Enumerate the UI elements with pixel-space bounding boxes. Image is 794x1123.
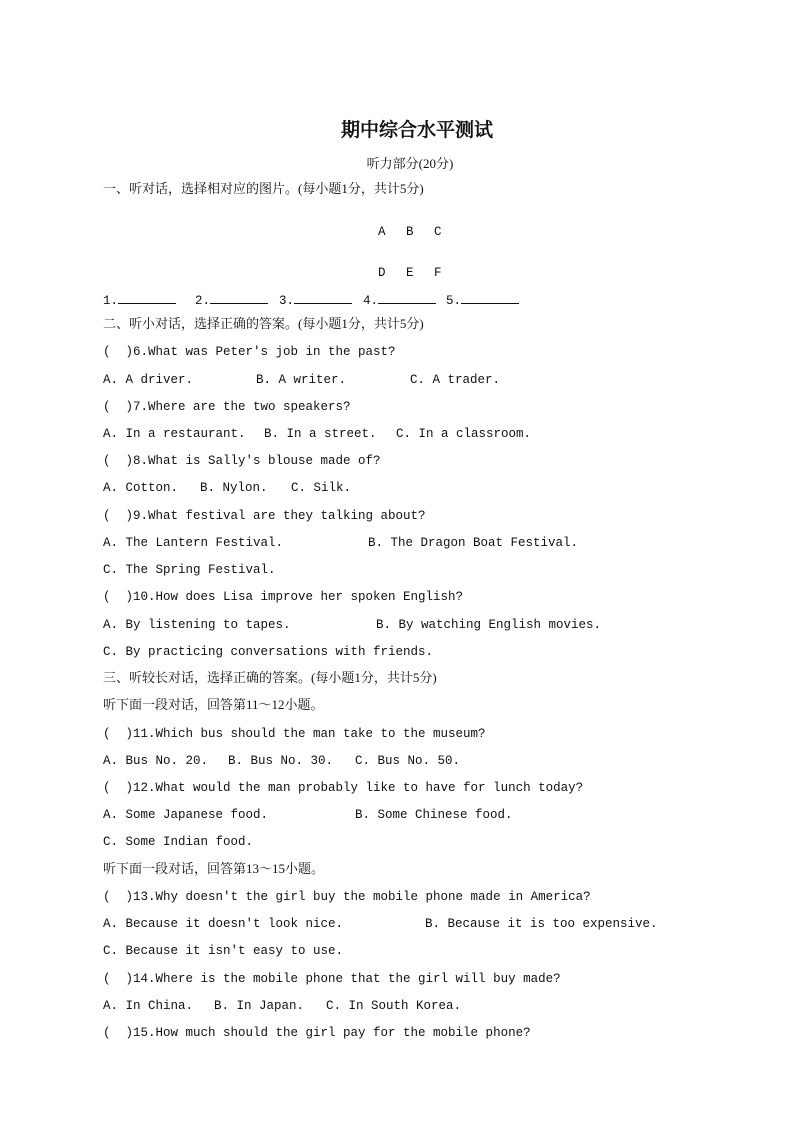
option-6c: C. A trader. <box>410 373 501 387</box>
option-9c: C. The Spring Festival. <box>103 563 276 577</box>
option-7c: C. In a classroom. <box>396 427 532 441</box>
option-12b: B. Some Chinese food. <box>355 808 513 822</box>
option-14c: C. In South Korea. <box>326 999 462 1013</box>
option-12a: A. Some Japanese food. <box>103 808 269 822</box>
option-14b: B. In Japan. <box>214 999 305 1013</box>
listening-subtitle: 听力部分(20分) <box>366 156 454 171</box>
question-14: ( )14.Where is the mobile phone that the girl will buy made? <box>103 972 561 986</box>
answer-blank-number: 4. <box>363 294 379 308</box>
option-12c: C. Some Indian food. <box>103 835 254 849</box>
option-8a: A. Cotton. <box>103 481 179 495</box>
question-15: ( )15.How much should the girl pay for the mobile phone? <box>103 1026 531 1040</box>
picture-label-a: A <box>378 225 386 239</box>
option-9a: A. The Lantern Festival. <box>103 536 284 550</box>
question-12: ( )12.What would the man probably like to have for lunch today? <box>103 781 584 795</box>
section-heading-2: 二、听小对话，选择正确的答案。(每小题1分，共计5分) <box>103 316 424 331</box>
question-7: ( )7.Where are the two speakers? <box>103 400 351 414</box>
answer-blank-1[interactable] <box>103 291 176 309</box>
answer-blank-3[interactable] <box>279 291 352 309</box>
page-title: 期中综合水平测试 <box>340 119 493 141</box>
question-10: ( )10.How does Lisa improve her spoken English? <box>103 590 464 604</box>
answer-underline <box>378 291 436 304</box>
dialogue-intro-1: 听下面一段对话，回答第11～12小题。 <box>103 697 324 712</box>
answer-blank-5[interactable] <box>446 291 519 309</box>
picture-label-e: E <box>406 266 414 280</box>
section-heading-1: 一、听对话，选择相对应的图片。(每小题1分，共计5分) <box>103 181 424 196</box>
question-9: ( )9.What festival are they talking about? <box>103 509 426 523</box>
answer-blank-number: 2. <box>195 294 211 308</box>
option-8b: B. Nylon. <box>200 481 268 495</box>
option-11b: B. Bus No. 30. <box>228 754 334 768</box>
option-9b: B. The Dragon Boat Festival. <box>368 536 579 550</box>
option-11c: C. Bus No. 50. <box>355 754 461 768</box>
answer-underline <box>118 291 176 304</box>
picture-label-d: D <box>378 266 386 280</box>
option-14a: A. In China. <box>103 999 194 1013</box>
question-13: ( )13.Why doesn't the girl buy the mobile phone made in America? <box>103 890 591 904</box>
option-10b: B. By watching English movies. <box>376 618 602 632</box>
option-6a: A. A driver. <box>103 373 194 387</box>
answer-blank-number: 1. <box>103 294 119 308</box>
answer-underline <box>294 291 352 304</box>
option-11a: A. Bus No. 20. <box>103 754 209 768</box>
question-8: ( )8.What is Sally's blouse made of? <box>103 454 381 468</box>
dialogue-intro-2: 听下面一段对话，回答第13～15小题。 <box>103 861 325 876</box>
picture-label-b: B <box>406 225 414 239</box>
option-10c: C. By practicing conversations with friends. <box>103 645 434 659</box>
answer-underline <box>210 291 268 304</box>
question-11: ( )11.Which bus should the man take to the museum? <box>103 727 486 741</box>
answer-underline <box>461 291 519 304</box>
answer-blank-4[interactable] <box>363 291 436 309</box>
answer-blank-number: 5. <box>446 294 462 308</box>
option-13a: A. Because it doesn't look nice. <box>103 917 344 931</box>
option-13b: B. Because it is too expensive. <box>425 917 658 931</box>
option-6b: B. A writer. <box>256 373 347 387</box>
picture-label-f: F <box>434 266 442 280</box>
question-6: ( )6.What was Peter's job in the past? <box>103 345 396 359</box>
answer-blank-2[interactable] <box>195 291 268 309</box>
option-13c: C. Because it isn't easy to use. <box>103 944 344 958</box>
option-7b: B. In a street. <box>264 427 377 441</box>
option-10a: A. By listening to tapes. <box>103 618 291 632</box>
picture-label-c: C <box>434 225 442 239</box>
option-8c: C. Silk. <box>291 481 352 495</box>
option-7a: A. In a restaurant. <box>103 427 246 441</box>
answer-blank-number: 3. <box>279 294 295 308</box>
section-heading-3: 三、听较长对话，选择正确的答案。(每小题1分，共计5分) <box>103 670 437 685</box>
